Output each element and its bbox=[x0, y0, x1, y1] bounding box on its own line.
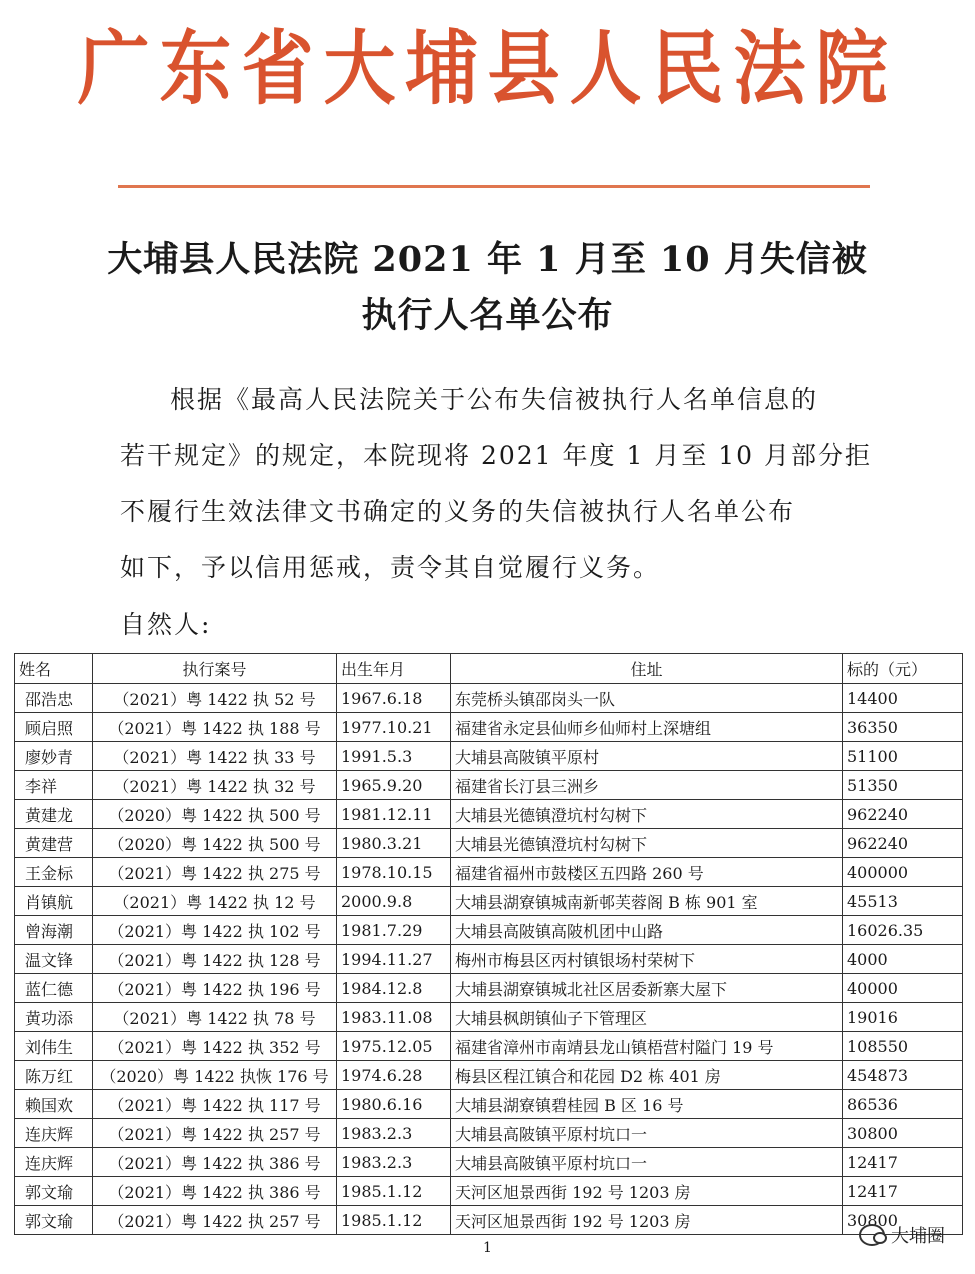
cell-name: 连庆辉 bbox=[15, 1119, 93, 1148]
cell-address: 东莞桥头镇邵岗头一队 bbox=[451, 684, 843, 713]
table-body bbox=[15, 684, 963, 1235]
cell-case-number: （2021）粤 1422 执 117 号 bbox=[93, 1090, 337, 1119]
cell-amount: 962240 bbox=[843, 800, 963, 829]
table-row bbox=[15, 858, 963, 887]
masthead-divider bbox=[118, 185, 870, 188]
cell-case-number: （2021）粤 1422 执 128 号 bbox=[93, 945, 337, 974]
cell-amount: 51100 bbox=[843, 742, 963, 771]
document-title-line-1: 大埔县人民法院 2021 年 1 月至 10 月失信被 bbox=[107, 239, 868, 280]
header-birth-date: 出生年月 bbox=[337, 654, 451, 684]
cell-case-number: （2021）粤 1422 执 257 号 bbox=[93, 1206, 337, 1235]
paragraph-line-2: 若干规定》的规定，本院现将 2021 年度 1 月至 10 月部分拒 bbox=[120, 441, 873, 470]
cell-case-number: （2021）粤 1422 执 196 号 bbox=[93, 974, 337, 1003]
cell-case-number: （2021）粤 1422 执 188 号 bbox=[93, 713, 337, 742]
cell-case-number: （2021）粤 1422 执 102 号 bbox=[93, 916, 337, 945]
table-row bbox=[15, 713, 963, 742]
table-row bbox=[15, 1148, 963, 1177]
cell-birth-date: 1985.1.12 bbox=[337, 1177, 451, 1206]
cell-birth-date: 1981.12.11 bbox=[337, 800, 451, 829]
chat-bubble-icon bbox=[859, 1224, 885, 1246]
cell-name: 刘伟生 bbox=[15, 1032, 93, 1061]
cell-birth-date: 1983.2.3 bbox=[337, 1148, 451, 1177]
court-masthead: 广东省大埔县人民法院 bbox=[77, 20, 898, 116]
dishonest-debtors-table bbox=[14, 653, 963, 1235]
cell-case-number: （2021）粤 1422 执 386 号 bbox=[93, 1148, 337, 1177]
cell-name: 陈万红 bbox=[15, 1061, 93, 1090]
cell-address: 大埔县光德镇澄坑村勾树下 bbox=[451, 829, 843, 858]
cell-birth-date: 1975.12.05 bbox=[337, 1032, 451, 1061]
cell-address: 梅州市梅县区丙村镇银场村荣树下 bbox=[451, 945, 843, 974]
table-row bbox=[15, 771, 963, 800]
cell-case-number: （2021）粤 1422 执 275 号 bbox=[93, 858, 337, 887]
cell-address: 天河区旭景西街 192 号 1203 房 bbox=[451, 1177, 843, 1206]
cell-address: 大埔县高陂镇平原村坑口一 bbox=[451, 1119, 843, 1148]
cell-birth-date: 1977.10.21 bbox=[337, 713, 451, 742]
cell-case-number: （2021）粤 1422 执 352 号 bbox=[93, 1032, 337, 1061]
cell-birth-date: 1994.11.27 bbox=[337, 945, 451, 974]
cell-case-number: （2020）粤 1422 执 500 号 bbox=[93, 800, 337, 829]
cell-birth-date: 1983.2.3 bbox=[337, 1119, 451, 1148]
cell-address: 大埔县高陂镇平原村坑口一 bbox=[451, 1148, 843, 1177]
cell-name: 黄功添 bbox=[15, 1003, 93, 1032]
table-row bbox=[15, 684, 963, 713]
table-row bbox=[15, 800, 963, 829]
cell-case-number: （2021）粤 1422 执 78 号 bbox=[93, 1003, 337, 1032]
paragraph-line-4: 如下，予以信用惩戒，责令其自觉履行义务。 bbox=[120, 553, 661, 582]
section-label-natural-persons: 自然人: bbox=[120, 610, 212, 639]
table-row bbox=[15, 945, 963, 974]
cell-amount: 86536 bbox=[843, 1090, 963, 1119]
cell-birth-date: 1978.10.15 bbox=[337, 858, 451, 887]
cell-amount: 14400 bbox=[843, 684, 963, 713]
cell-address: 大埔县湖寮镇城南新邨芙蓉阁 B 栋 901 室 bbox=[451, 887, 843, 916]
cell-name: 郭文瑜 bbox=[15, 1206, 93, 1235]
cell-name: 李祥 bbox=[15, 771, 93, 800]
cell-amount: 4000 bbox=[843, 945, 963, 974]
cell-case-number: （2021）粤 1422 执 32 号 bbox=[93, 771, 337, 800]
paragraph-line-1: 根据《最高人民法院关于公布失信被执行人名单信息的 bbox=[170, 385, 819, 414]
paragraph-line-3: 不履行生效法律文书确定的义务的失信被执行人名单公布 bbox=[120, 497, 796, 526]
cell-amount: 40000 bbox=[843, 974, 963, 1003]
cell-case-number: （2021）粤 1422 执 12 号 bbox=[93, 887, 337, 916]
table-row bbox=[15, 829, 963, 858]
cell-name: 郭文瑜 bbox=[15, 1177, 93, 1206]
cell-birth-date: 1991.5.3 bbox=[337, 742, 451, 771]
cell-amount: 30800 bbox=[843, 1119, 963, 1148]
cell-case-number: （2021）粤 1422 执 52 号 bbox=[93, 684, 337, 713]
table-row bbox=[15, 1003, 963, 1032]
cell-address: 大埔县光德镇澄坑村勾树下 bbox=[451, 800, 843, 829]
cell-name: 温文锋 bbox=[15, 945, 93, 974]
header-name: 姓名 bbox=[15, 654, 93, 684]
cell-address: 福建省永定县仙师乡仙师村上深塘组 bbox=[451, 713, 843, 742]
cell-amount: 36350 bbox=[843, 713, 963, 742]
cell-birth-date: 1980.6.16 bbox=[337, 1090, 451, 1119]
cell-amount: 12417 bbox=[843, 1148, 963, 1177]
cell-birth-date: 1985.1.12 bbox=[337, 1206, 451, 1235]
cell-name: 廖妙青 bbox=[15, 742, 93, 771]
cell-birth-date: 1980.3.21 bbox=[337, 829, 451, 858]
cell-amount: 12417 bbox=[843, 1177, 963, 1206]
cell-name: 黄建龙 bbox=[15, 800, 93, 829]
cell-case-number: （2021）粤 1422 执 33 号 bbox=[93, 742, 337, 771]
cell-address: 福建省福州市鼓楼区五四路 260 号 bbox=[451, 858, 843, 887]
cell-name: 曾海潮 bbox=[15, 916, 93, 945]
cell-address: 天河区旭景西街 192 号 1203 房 bbox=[451, 1206, 843, 1235]
cell-amount: 51350 bbox=[843, 771, 963, 800]
cell-amount: 30800 bbox=[843, 1206, 963, 1235]
cell-case-number: （2021）粤 1422 执 386 号 bbox=[93, 1177, 337, 1206]
table-row bbox=[15, 1032, 963, 1061]
cell-amount: 400000 bbox=[843, 858, 963, 887]
cell-name: 王金标 bbox=[15, 858, 93, 887]
cell-address: 大埔县高陂镇高陂机团中山路 bbox=[451, 916, 843, 945]
cell-case-number: （2020）粤 1422 执 500 号 bbox=[93, 829, 337, 858]
cell-amount: 454873 bbox=[843, 1061, 963, 1090]
cell-amount: 19016 bbox=[843, 1003, 963, 1032]
cell-birth-date: 1965.9.20 bbox=[337, 771, 451, 800]
cell-name: 连庆辉 bbox=[15, 1148, 93, 1177]
cell-name: 赖国欢 bbox=[15, 1090, 93, 1119]
header-case-number: 执行案号 bbox=[93, 654, 337, 684]
table-row bbox=[15, 1206, 963, 1235]
table-row bbox=[15, 887, 963, 916]
watermark-text: 大埔圈 bbox=[891, 1226, 945, 1247]
cell-address: 大埔县枫朗镇仙子下管理区 bbox=[451, 1003, 843, 1032]
cell-name: 邵浩忠 bbox=[15, 684, 93, 713]
cell-birth-date: 1974.6.28 bbox=[337, 1061, 451, 1090]
header-amount: 标的（元） bbox=[843, 654, 963, 684]
cell-name: 顾启照 bbox=[15, 713, 93, 742]
cell-case-number: （2021）粤 1422 执 257 号 bbox=[93, 1119, 337, 1148]
cell-address: 大埔县湖寮镇城北社区居委新寨大屋下 bbox=[451, 974, 843, 1003]
cell-amount: 45513 bbox=[843, 887, 963, 916]
cell-address: 福建省长汀县三洲乡 bbox=[451, 771, 843, 800]
cell-name: 肖镇航 bbox=[15, 887, 93, 916]
table-row bbox=[15, 1119, 963, 1148]
cell-amount: 16026.35 bbox=[843, 916, 963, 945]
cell-birth-date: 2000.9.8 bbox=[337, 887, 451, 916]
cell-name: 蓝仁德 bbox=[15, 974, 93, 1003]
cell-name: 黄建营 bbox=[15, 829, 93, 858]
watermark bbox=[859, 1222, 945, 1248]
table-row bbox=[15, 916, 963, 945]
cell-address: 大埔县高陂镇平原村 bbox=[451, 742, 843, 771]
table-row bbox=[15, 742, 963, 771]
table-row bbox=[15, 1061, 963, 1090]
header-address: 住址 bbox=[451, 654, 843, 684]
table-header-row bbox=[15, 654, 963, 684]
cell-birth-date: 1981.7.29 bbox=[337, 916, 451, 945]
table-row bbox=[15, 1177, 963, 1206]
document-title-line-2: 执行人名单公布 bbox=[361, 295, 614, 336]
cell-address: 梅县区程江镇合和花园 D2 栋 401 房 bbox=[451, 1061, 843, 1090]
cell-case-number: （2020）粤 1422 执恢 176 号 bbox=[93, 1061, 337, 1090]
cell-address: 大埔县湖寮镇碧桂园 B 区 16 号 bbox=[451, 1090, 843, 1119]
cell-birth-date: 1967.6.18 bbox=[337, 684, 451, 713]
cell-birth-date: 1984.12.8 bbox=[337, 974, 451, 1003]
table-row bbox=[15, 1090, 963, 1119]
cell-amount: 108550 bbox=[843, 1032, 963, 1061]
page-number: 1 bbox=[483, 1240, 492, 1256]
cell-amount: 962240 bbox=[843, 829, 963, 858]
cell-address: 福建省漳州市南靖县龙山镇梧营村隘门 19 号 bbox=[451, 1032, 843, 1061]
table-row bbox=[15, 974, 963, 1003]
cell-birth-date: 1983.11.08 bbox=[337, 1003, 451, 1032]
